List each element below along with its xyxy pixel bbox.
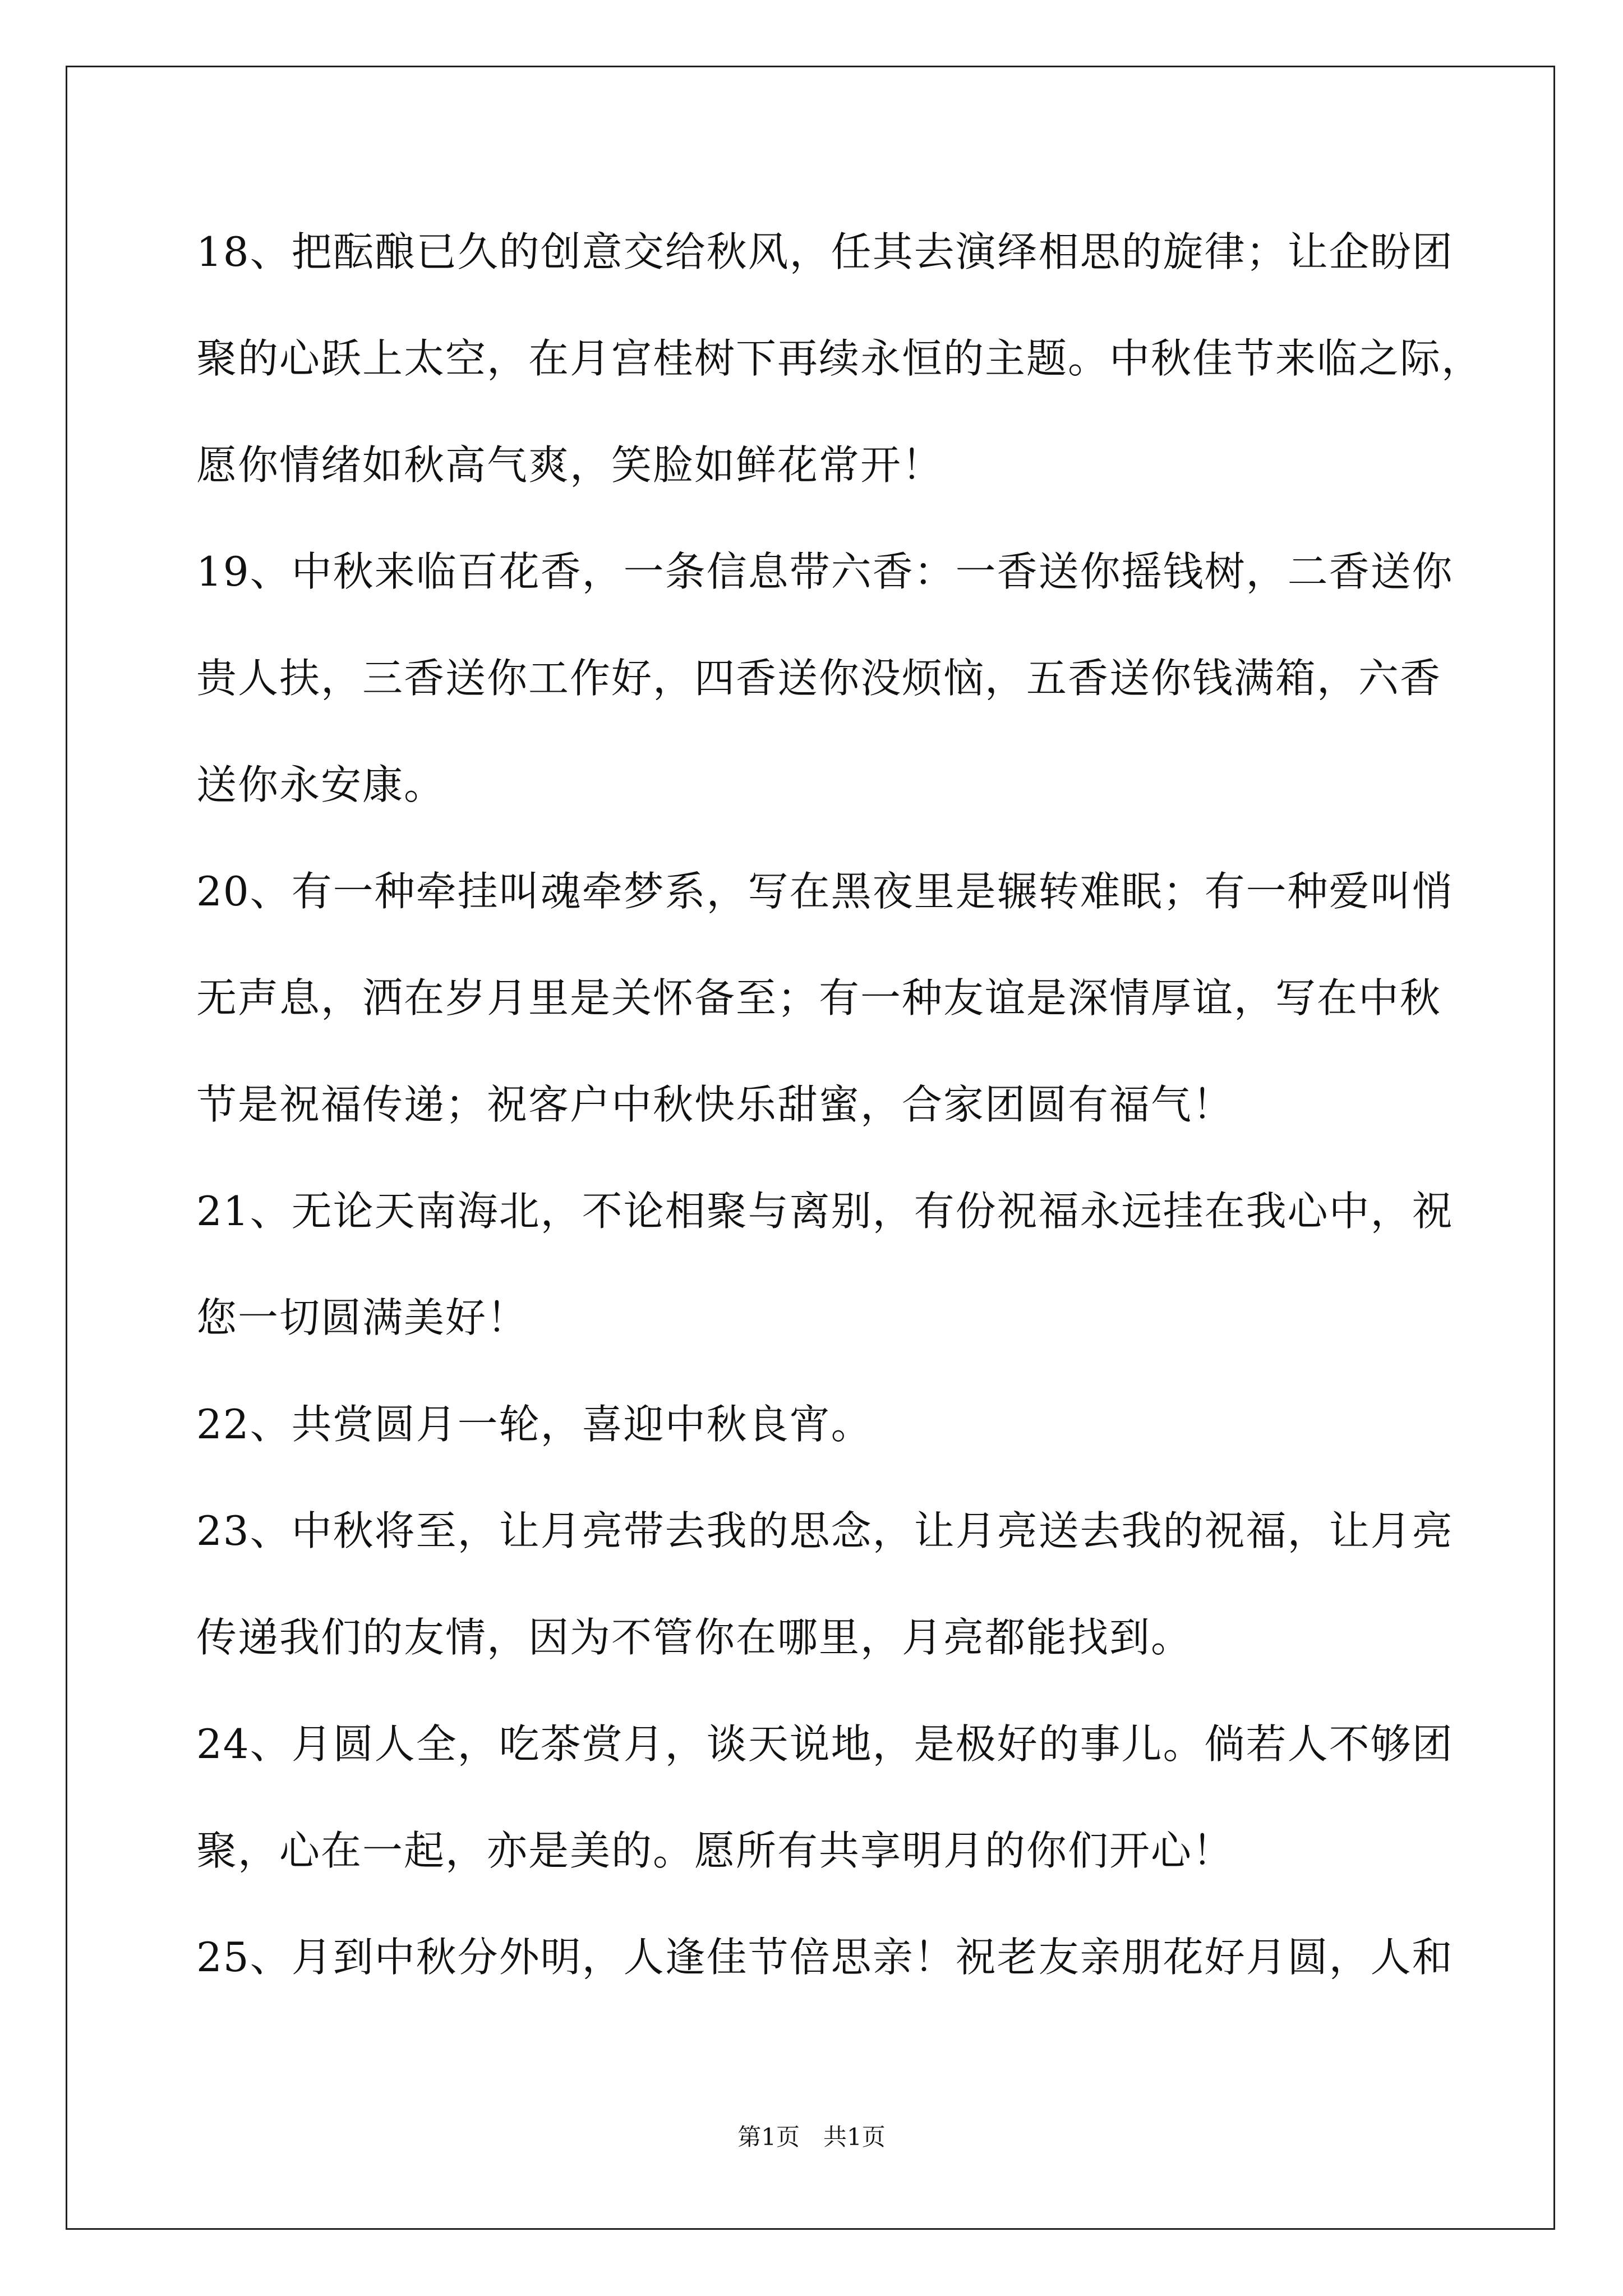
text-line: 您一切圆满美好！ bbox=[196, 1294, 529, 1341]
text-line: 无声息，洒在岁月里是关怀备至；有一种友谊是深情厚谊，写在中秋 bbox=[196, 974, 1442, 1022]
text-line: 20、有一种牵挂叫魂牵梦系，写在黑夜里是辗转难眠；有一种爱叫悄 bbox=[196, 868, 1454, 915]
text-line: 18、把酝酿已久的创意交给秋风，任其去演绎相思的旋律；让企盼团 bbox=[196, 228, 1454, 275]
text-line: 愿你情绪如秋高气爽，笑脸如鲜花常开！ bbox=[196, 441, 944, 489]
text-line: 24、月圆人全，吃茶赏月，谈天说地，是极好的事儿。倘若人不够团 bbox=[196, 1720, 1454, 1768]
text-line: 送你永安康。 bbox=[196, 761, 446, 808]
text-line: 贵人扶，三香送你工作好，四香送你没烦恼，五香送你钱满箱，六香 bbox=[196, 655, 1442, 702]
text-line: 聚，心在一起，亦是美的。愿所有共享明月的你们开心！ bbox=[196, 1827, 1234, 1874]
text-line: 19、中秋来临百花香，一条信息带六香：一香送你摇钱树，二香送你 bbox=[196, 548, 1454, 595]
document-body bbox=[196, 216, 1483, 2028]
text-line: 聚的心跃上太空，在月宫桂树下再续永恒的主题。中秋佳节来临之际， bbox=[196, 335, 1483, 382]
text-line: 21、无论天南海北，不论相聚与离别，有份祝福永远挂在我心中，祝 bbox=[196, 1188, 1454, 1235]
text-line: 传递我们的友情，因为不管你在哪里，月亮都能找到。 bbox=[196, 1614, 1193, 1661]
page-footer: 第1页 共1页 bbox=[737, 2123, 886, 2151]
text-line: 22、共赏圆月一轮，喜迎中秋良宵。 bbox=[196, 1401, 873, 1448]
text-line: 节是祝福传递；祝客户中秋快乐甜蜜，合家团圆有福气！ bbox=[196, 1081, 1234, 1128]
text-line: 23、中秋将至，让月亮带去我的思念，让月亮送去我的祝福，让月亮 bbox=[196, 1507, 1454, 1554]
text-line: 25、月到中秋分外明，人逢佳节倍思亲！祝老友亲朋花好月圆，人和 bbox=[196, 1934, 1454, 1981]
